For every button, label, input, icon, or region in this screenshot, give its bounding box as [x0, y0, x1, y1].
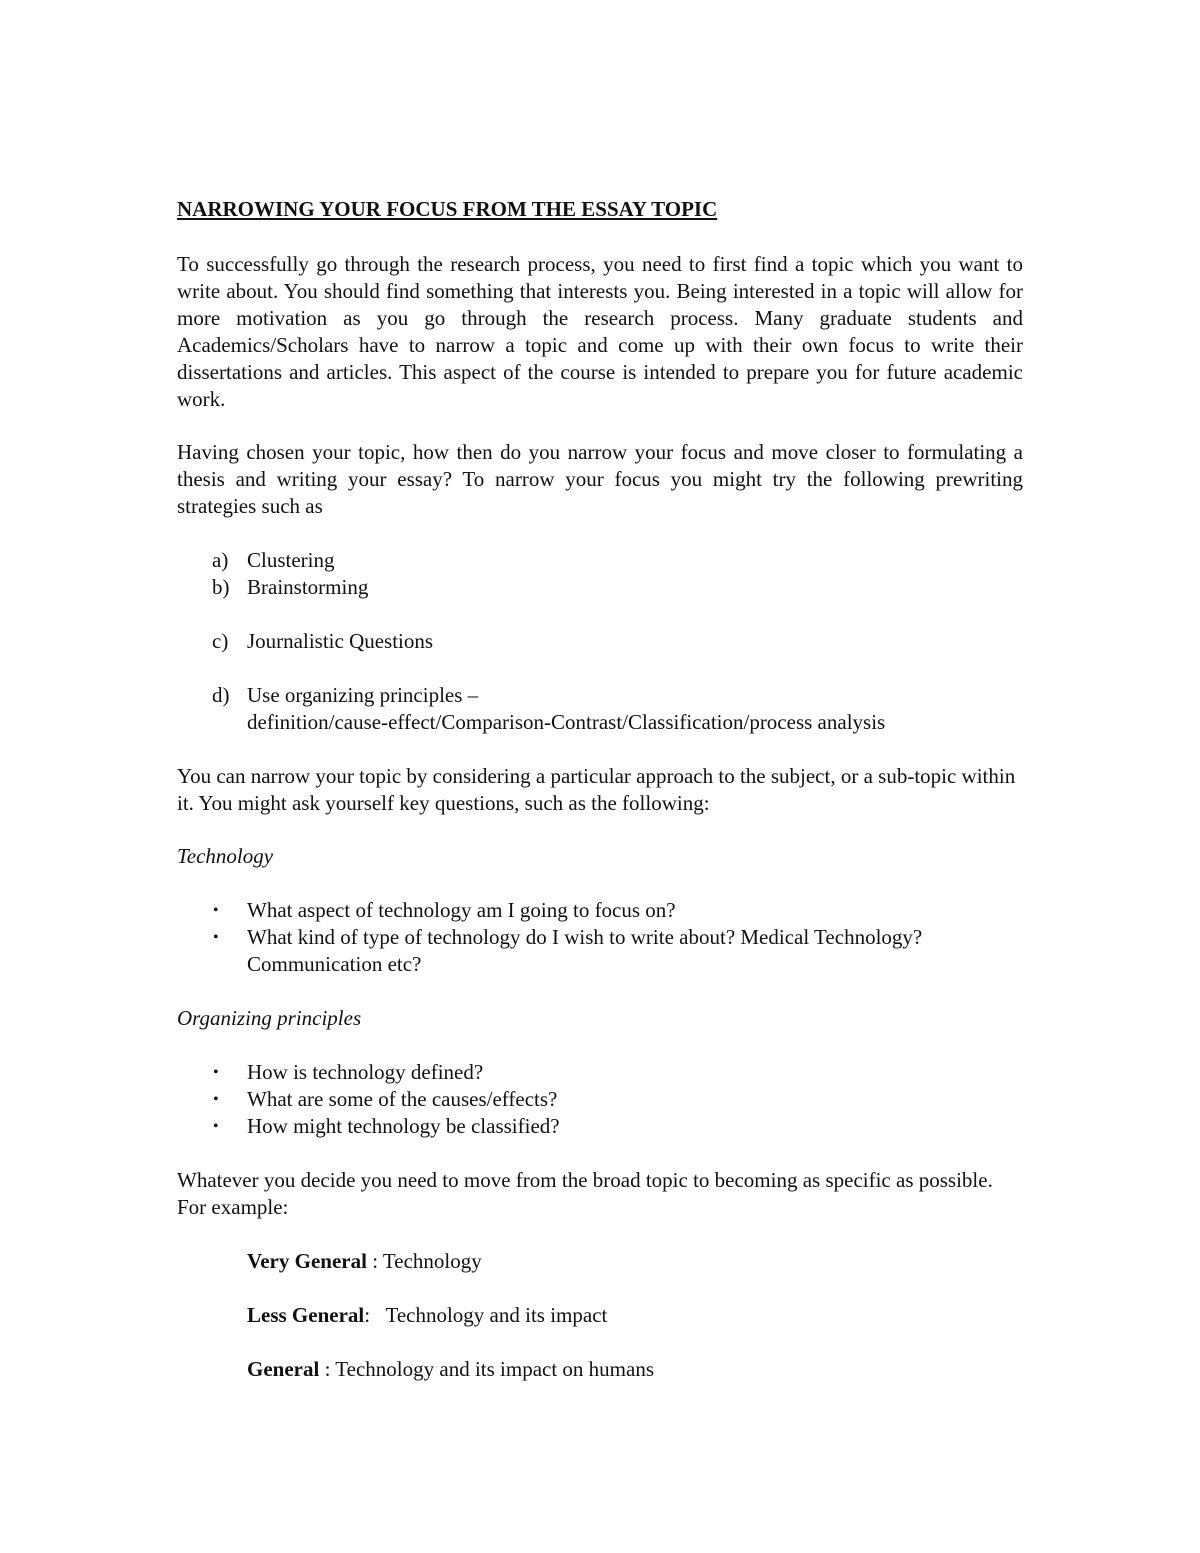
- bullet-icon: •: [213, 1091, 219, 1108]
- example-very-general: [247, 1248, 1023, 1275]
- list-item: [177, 574, 1023, 601]
- list-item: [177, 682, 1023, 736]
- list-item-text: How might technology be classified?: [247, 1114, 560, 1138]
- list-marker: d): [212, 683, 230, 707]
- list-item: [177, 1113, 1023, 1140]
- organizing-principles-heading: Organizing principles: [177, 1006, 362, 1030]
- technology-heading: Technology: [177, 844, 274, 868]
- list-item-text: What kind of type of technology do I wish to write about? Medical Technology? Communication etc?: [247, 925, 923, 976]
- specificity-paragraph: Whatever you decide you need to move from the broad topic to becoming as specific as possible. For example:: [177, 1168, 993, 1219]
- example-separator: :: [366, 1249, 383, 1273]
- example-separator: :: [364, 1303, 386, 1327]
- list-item: [177, 897, 1023, 924]
- example-value: Technology and its impact on humans: [335, 1357, 655, 1381]
- example-general: [247, 1356, 1023, 1383]
- example-label: General: [247, 1357, 320, 1381]
- example-label: Less General: [247, 1303, 365, 1327]
- bullet-icon: •: [213, 1118, 219, 1135]
- document-title: NARROWING YOUR FOCUS FROM THE ESSAY TOPIC: [177, 197, 718, 221]
- example-value: Technology and its impact: [385, 1303, 608, 1327]
- list-item-text: What aspect of technology am I going to focus on?: [247, 898, 676, 922]
- list-marker: c): [212, 629, 229, 653]
- example-less-general: [247, 1302, 1023, 1329]
- example-separator: :: [319, 1357, 336, 1381]
- list-item: [177, 1059, 1023, 1086]
- list-marker: a): [212, 548, 229, 572]
- list-item-text: Journalistic Questions: [247, 629, 434, 653]
- bullet-icon: •: [213, 929, 219, 946]
- list-item: [177, 924, 1023, 978]
- list-item: [177, 628, 1023, 655]
- list-item-text: Use organizing principles –: [247, 683, 479, 707]
- example-label: Very General: [247, 1249, 367, 1273]
- list-item-text-continued: definition/cause-effect/Comparison-Contrast/Classification/process analysis: [247, 710, 886, 734]
- organizing-questions-list: [177, 1059, 1023, 1140]
- intro-paragraph: To successfully go through the research process, you need to first find a topic which you want to write about. You should find something that interests you. Being interested in a topic will allow for more motivation as you go through the research process. Many graduate students and Academics/Scholars have to narrow a topic and come up with their own focus to write their dissertations and articles. This aspect of the course is intended to prepare you for future academic work.: [177, 252, 1023, 411]
- document-page: [177, 196, 1023, 1410]
- example-value: Technology: [382, 1249, 482, 1273]
- list-marker: b): [212, 575, 230, 599]
- bullet-icon: •: [213, 902, 219, 919]
- list-item: [177, 1086, 1023, 1113]
- list-item-text: Brainstorming: [247, 575, 369, 599]
- list-item: [177, 547, 1023, 574]
- narrow-focus-paragraph: Having chosen your topic, how then do you narrow your focus and move closer to formulating a thesis and writing your essay? To narrow your focus you might try the following prewriting strategies such as: [177, 440, 1023, 518]
- approach-paragraph: You can narrow your topic by considering a particular approach to the subject, or a sub-topic within it. You might ask yourself key questions, such as the following:: [177, 764, 1016, 815]
- generality-examples: [177, 1248, 1023, 1383]
- prewriting-strategies-list: [177, 547, 1023, 736]
- list-item-text: What are some of the causes/effects?: [247, 1087, 558, 1111]
- technology-questions-list: [177, 897, 1023, 978]
- list-item-text: Clustering: [247, 548, 335, 572]
- list-item-text: How is technology defined?: [247, 1060, 484, 1084]
- bullet-icon: •: [213, 1064, 219, 1081]
